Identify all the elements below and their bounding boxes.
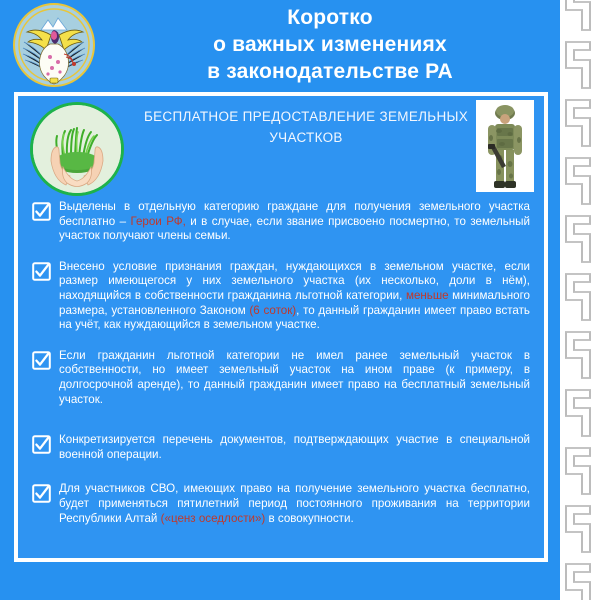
checkbox-checked-icon <box>32 202 51 221</box>
checkbox-checked-icon <box>32 262 51 281</box>
list-item-text: Выделены в отдельную категорию граждане для получения земельного участка бесплатно – Герои РФ, и в случае, если звание присвоено посмертно, то земельный участок получают члены семьи. <box>59 200 530 243</box>
checkbox-checked-icon <box>32 484 51 503</box>
page-title-line-3: в законодательстве РА <box>207 60 453 83</box>
soldier-icon <box>476 100 534 192</box>
list-item <box>24 482 534 526</box>
header <box>0 0 562 90</box>
list-item <box>24 260 534 333</box>
coat-of-arms-altai-republic-icon <box>10 2 98 88</box>
list-item-text: Конкретизируется перечень документов, подтверждающих участие в специальной военной операции. <box>59 433 530 461</box>
page-title-line-2: о важных изменениях <box>213 33 447 56</box>
card-title: БЕСПЛАТНОЕ ПРЕДОСТАВЛЕНИЕ ЗЕМЕЛЬНЫХ УЧАСТКОВ <box>143 109 469 145</box>
list-item-text: Если гражданин льготной категории не имел ранее земельный участок в собственности, но имеет земельный участок на ином праве (к примеру, в долгосрочной аренде), то данный гражданин имеет право на бесплатный земельный участок. <box>59 348 530 406</box>
page-title <box>110 4 550 85</box>
list-item-text: Для участников СВО, имеющих право на получение земельного участка бесплатно, будет применяться пятилетний период постоянного проживания на территории Республики Алтай («ценз оседлости») в совокупности. <box>59 482 530 525</box>
list-item-text: Внесено условие признания граждан, нуждающихся в земельном участке, если размер имеющегося у них земельного участка (их несколько, доли в нём), находящийся в собственности гражданина льготной категории, меньше минимального размера, установленного Законом (6 соток), то данный гражданин имеет право встать на учёт, как нуждающийся в земельном участке. <box>59 259 531 332</box>
checkbox-checked-icon <box>32 435 51 454</box>
checkbox-checked-icon <box>32 351 51 370</box>
list-item <box>24 200 534 244</box>
hands-holding-grass-icon <box>30 102 124 196</box>
bullet-list <box>18 200 544 526</box>
page-title-line-1: Коротко <box>287 6 373 29</box>
list-item <box>24 349 534 407</box>
greek-meander-border <box>560 0 600 600</box>
list-item <box>24 433 534 462</box>
card-header <box>18 96 544 200</box>
content-card <box>14 92 548 562</box>
